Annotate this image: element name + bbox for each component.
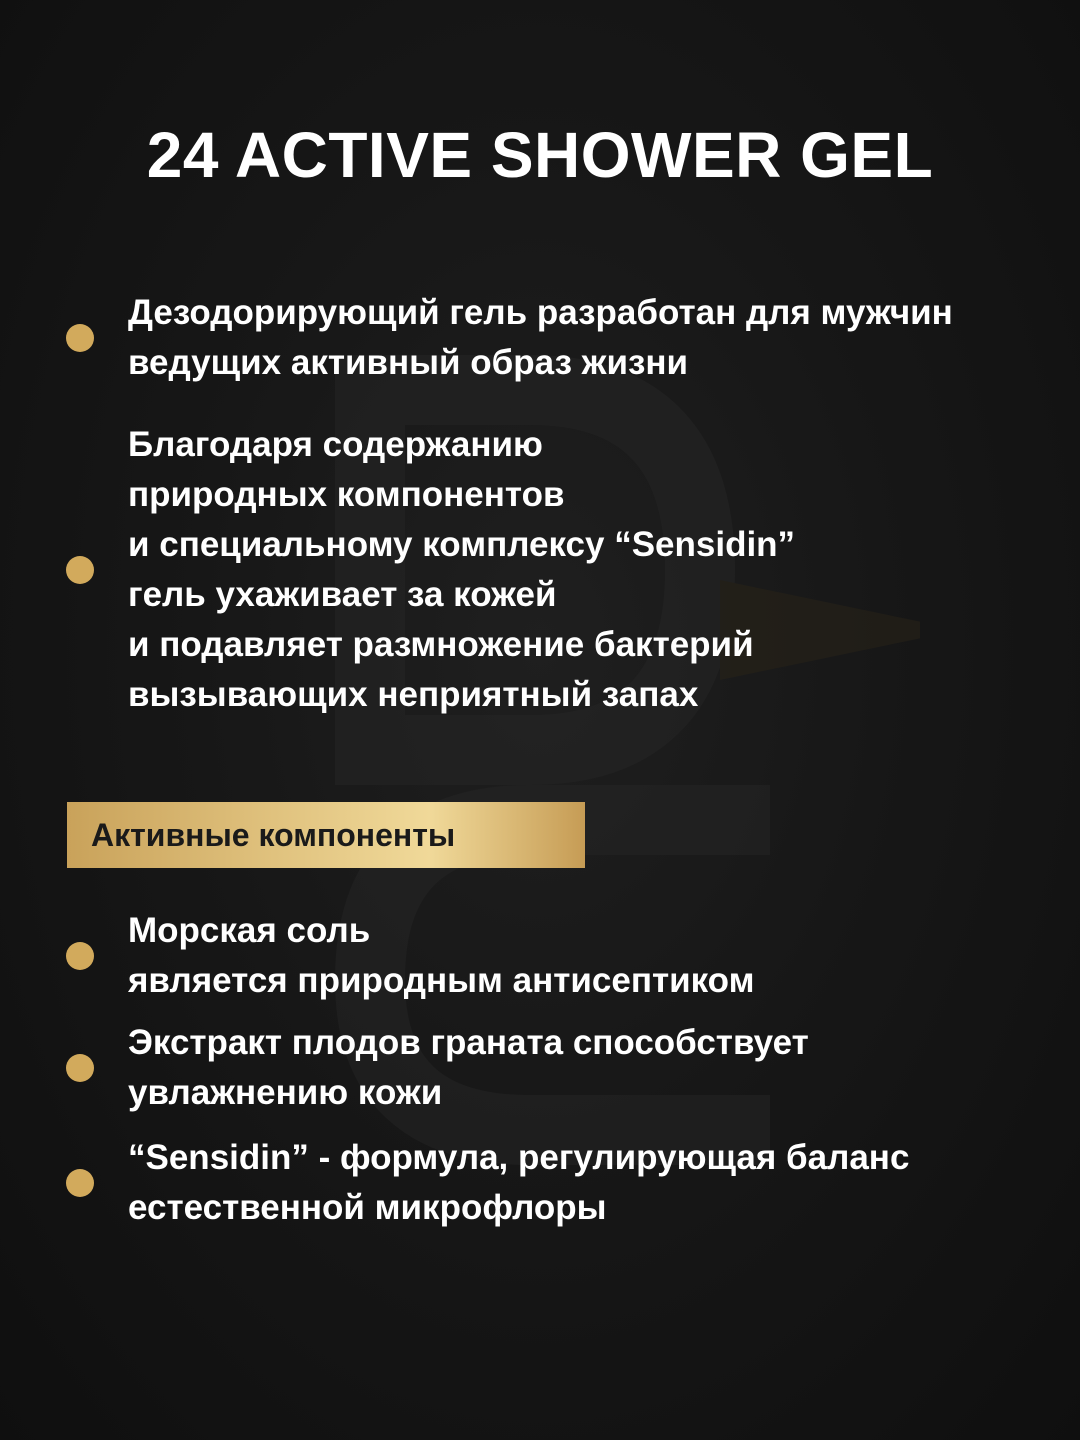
bullet-dot-icon xyxy=(66,556,94,584)
intro-bullet xyxy=(66,420,1046,720)
bullet-dot-icon xyxy=(66,324,94,352)
bullet-dot-icon xyxy=(66,1054,94,1082)
section-heading: Активные компоненты xyxy=(91,816,456,853)
bullet-dot-icon xyxy=(66,942,94,970)
component-bullet xyxy=(66,1133,1046,1233)
bullet-text: “Sensidin” - формула, регулирующая баланс естественной микрофлоры xyxy=(128,1138,910,1227)
bullet-text: Морская соль является природным антисептиком xyxy=(128,911,755,1000)
bullet-text: Экстракт плодов граната способствует увлажнению кожи xyxy=(128,1023,809,1112)
component-bullet xyxy=(66,906,1046,1006)
intro-bullet xyxy=(66,288,1046,388)
bullet-text: Благодаря содержанию природных компонентов и специальному комплексу “Sensidin” гель ухаживает за кожей и подавляет размножение бактерий вызывающих неприятный запах xyxy=(128,425,796,714)
bullet-text: Дезодорирующий гель разработан для мужчин ведущих активный образ жизни xyxy=(128,293,953,382)
component-bullet xyxy=(66,1018,1046,1118)
section-heading-badge xyxy=(67,802,585,868)
bullet-dot-icon xyxy=(66,1169,94,1197)
page-title: 24 ACTIVE SHOWER GEL xyxy=(146,119,934,191)
